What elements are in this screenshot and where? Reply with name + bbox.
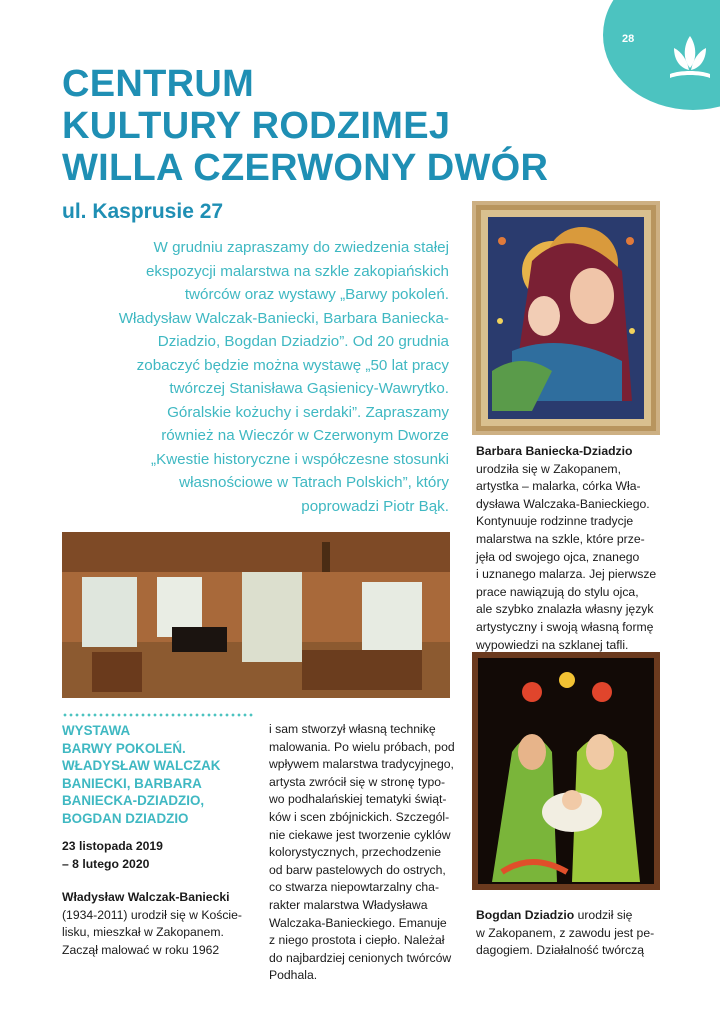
col3b-first-rest: urodził się bbox=[574, 908, 633, 922]
col3b-line: dagogiem. Działalność twórczą bbox=[476, 943, 644, 958]
col2-line: malowania. Po wielu próbach, pod bbox=[269, 739, 455, 754]
leaf-sprout-icon bbox=[668, 34, 712, 84]
col2-line: Podhala. bbox=[269, 968, 318, 983]
col2-line: rakter malarstwa Władysława bbox=[269, 898, 428, 912]
interior-photo-image bbox=[62, 532, 450, 698]
col3a-line: ale szybko znalazła własny język bbox=[476, 602, 654, 617]
col3a-line: wypowiedzi na szklanej tafli. bbox=[476, 637, 629, 652]
col2-line: nie ciekawe jest tworzenie cyklów bbox=[269, 827, 451, 842]
dotted-divider bbox=[62, 713, 254, 717]
col3a-line: prace nawiązują do stylu ojca, bbox=[476, 584, 639, 599]
exhibition-heading-line: BANIECKI, BARBARA bbox=[62, 775, 202, 791]
intro-line: Władysław Walczak-Baniecki, Barbara Baniecka- bbox=[118, 309, 449, 327]
exhibition-heading-line: BOGDAN DZIADZIO bbox=[62, 810, 189, 826]
nativity-painting-image bbox=[472, 652, 660, 890]
col3b-first-line bbox=[476, 907, 632, 925]
col3a-line: urodziła się w Zakopanem, bbox=[476, 461, 621, 476]
intro-line: poprowadzi Piotr Bąk. bbox=[301, 497, 449, 515]
address: ul. Kasprusie 27 bbox=[62, 200, 224, 223]
col2-line: z niego prostota i ciepło. Należał bbox=[269, 933, 445, 948]
intro-line: W grudniu zapraszamy do zwiedzenia stałej bbox=[153, 239, 449, 256]
artist-name-walczak: Władysław Walczak-Baniecki bbox=[62, 890, 230, 904]
exhibition-heading-line: WŁADYSŁAW WALCZAK bbox=[62, 758, 221, 773]
intro-line: „Kwestie historyczne i współczesne stosunki bbox=[151, 450, 449, 468]
col2-line: artysta zwrócił się w stronę typo- bbox=[269, 774, 446, 789]
intro-line: zobaczyć będzie można wystawę „50 lat pracy bbox=[136, 356, 449, 374]
exhibition-heading-line: WYSTAWA bbox=[62, 723, 131, 738]
col2-line: Walczaka-Banieckiego. Emanuje bbox=[269, 915, 447, 930]
madonna-painting-image bbox=[472, 201, 660, 435]
intro-line: twórców oraz wystawy „Barwy pokoleń. bbox=[184, 286, 449, 303]
artist-name-dziadzio: Bogdan Dziadzio bbox=[476, 908, 575, 922]
exhibition-heading-line: BANIECKA-DZIADZIO, bbox=[62, 793, 205, 808]
intro-line: również na Wieczór w Czerwonym Dworze bbox=[161, 427, 449, 444]
page-title-line-3: WILLA CZERWONY DWÓR bbox=[62, 147, 549, 189]
col2-line: ków i scen zbójnickich. Szczegól- bbox=[269, 810, 450, 824]
exhibition-date-line: 23 listopada 2019 bbox=[62, 839, 163, 853]
col2-line: od barw pastelowych do ostrych, bbox=[269, 862, 446, 877]
col3a-line: i uznanego malarza. Jej pierwsze bbox=[476, 567, 657, 582]
col2-line: co stwarza niepowtarzalny cha- bbox=[269, 880, 440, 895]
col3a-line: dysława Walczaka-Banieckiego. bbox=[476, 496, 650, 511]
intro-line: Góralskie kożuchy i serdaki”. Zapraszamy bbox=[167, 403, 449, 421]
page-title-line-2: KULTURY RODZIMEJ bbox=[62, 105, 451, 147]
col3a-line: artystka – malarka, córka Wła- bbox=[476, 479, 641, 494]
col3b-line: w Zakopanem, z zawodu jest pe- bbox=[476, 925, 655, 940]
exhibition-heading-line: BARWY POKOLEŃ. bbox=[62, 740, 186, 756]
col2-line: wpływem malarstwa tradycyjnego, bbox=[269, 757, 454, 772]
col2-line: i sam stworzył własną technikę bbox=[269, 722, 436, 736]
intro-line: własnościowe w Tatrach Polskich”, który bbox=[179, 474, 449, 491]
intro-line: Dziadzio, Bogdan Dziadzio”. Od 20 grudnia bbox=[157, 333, 449, 350]
col3a-line: malarstwa na szkle, które prze- bbox=[476, 532, 645, 546]
col3a-line: artystyczny i swoją własną formę bbox=[476, 620, 654, 634]
intro-line: ekspozycji malarstwa na szkle zakopiańskich bbox=[145, 262, 449, 280]
col2-line: wo podhalańskiej tematyki świąt- bbox=[269, 792, 447, 807]
artist-name-baniecka: Barbara Baniecka-Dziadzio bbox=[476, 444, 633, 458]
page-number: 28 bbox=[622, 33, 635, 45]
col1-line: lisku, mieszkał w Zakopanem. bbox=[62, 925, 224, 940]
col1-line: (1934-2011) urodził się w Koście- bbox=[62, 907, 242, 922]
exhibition-date-line: – 8 lutego 2020 bbox=[62, 856, 150, 871]
col1-line: Zaczął malować w roku 1962 bbox=[62, 942, 220, 957]
col2-line: do najbardziej cenionych twórców bbox=[269, 950, 452, 965]
col2-line: kolorystycznych, przechodzenie bbox=[269, 845, 442, 860]
col3a-line: jęła od swojego ojca, znanego bbox=[476, 549, 640, 564]
page-title-line-1: CENTRUM bbox=[62, 63, 255, 105]
col3a-line: Kontynuuje rodzinne tradycje bbox=[476, 514, 634, 529]
intro-line: twórczej Stanisława Gąsienicy-Wawrytko. bbox=[169, 380, 449, 397]
